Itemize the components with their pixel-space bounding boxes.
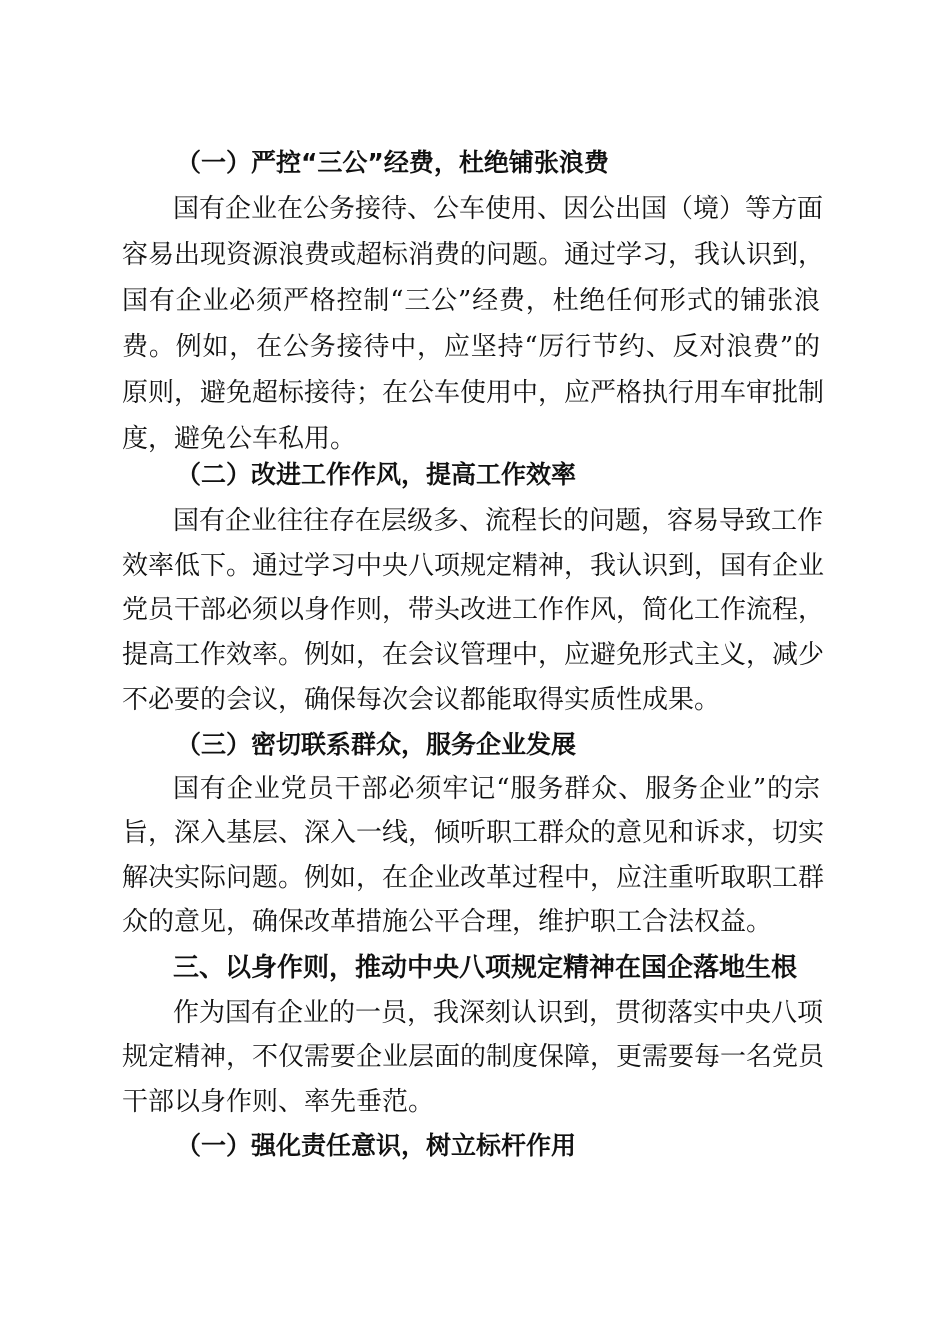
paragraph-line: 规定精神，不仅需要企业层面的制度保障，更需要每一名党员: [122, 1042, 825, 1072]
paragraph-line: 不必要的会议，确保每次会议都能取得实质性成果。: [122, 685, 721, 715]
paragraph-line: 党员干部必须以身作则，带头改进工作作风，简化工作流程，: [122, 595, 825, 625]
paragraph-line: 国有企业往往存在层级多、流程长的问题，容易导致工作: [173, 506, 824, 536]
section-heading: （一）强化责任意识，树立标杆作用: [176, 1131, 577, 1160]
part-heading: 三、以身作则，推动中央八项规定精神在国企落地生根: [173, 953, 798, 983]
paragraph-line: 干部以身作则、率先垂范。: [122, 1087, 435, 1117]
paragraph-line: 效率低下。通过学习中央八项规定精神，我认识到，国有企业: [122, 551, 825, 581]
paragraph-line: 国有企业党员干部必须牢记“服务群众、服务企业”的宗: [173, 774, 820, 804]
paragraph-line: 度，避免公车私用。: [122, 424, 357, 454]
paragraph-line: 国有企业在公务接待、公车使用、因公出国（境）等方面: [173, 194, 824, 224]
section-heading: （二）改进工作作风，提高工作效率: [176, 460, 577, 489]
paragraph-line: 原则，避免超标接待；在公车使用中，应严格执行用车审批制: [122, 378, 825, 408]
paragraph-line: 提高工作效率。例如，在会议管理中，应避免形式主义，减少: [122, 640, 825, 670]
paragraph-line: 作为国有企业的一员，我深刻认识到，贯彻落实中央八项: [173, 998, 824, 1028]
paragraph-line: 国有企业必须严格控制“三公”经费，杜绝任何形式的铺张浪: [122, 286, 820, 316]
section-heading: （三）密切联系群众，服务企业发展: [176, 730, 577, 759]
section-heading: （一）严控“三公”经费，杜绝铺张浪费: [176, 148, 609, 177]
paragraph-line: 费。例如，在公务接待中，应坚持“厉行节约、反对浪费”的: [122, 332, 820, 362]
paragraph-line: 旨，深入基层、深入一线，倾听职工群众的意见和诉求，切实: [122, 818, 825, 848]
paragraph-line: 容易出现资源浪费或超标消费的问题。通过学习，我认识到，: [122, 240, 825, 270]
paragraph-line: 解决实际问题。例如，在企业改革过程中，应注重听取职工群: [122, 863, 825, 893]
paragraph-line: 众的意见，确保改革措施公平合理，维护职工合法权益。: [122, 907, 773, 937]
